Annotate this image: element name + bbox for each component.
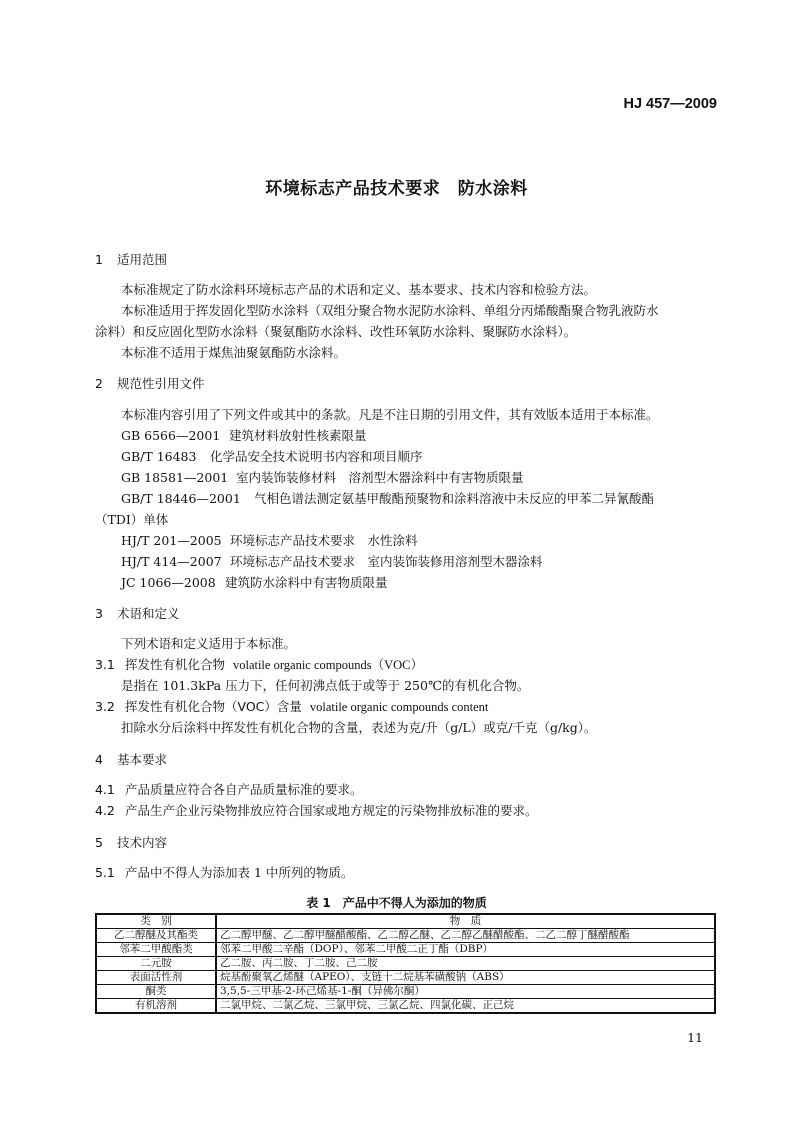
section-5-heading bbox=[95, 833, 167, 851]
clause-text: 产品质量应符合各自产品质量标准的要求。 bbox=[125, 782, 363, 797]
category-cell: 有机溶剂 bbox=[96, 999, 216, 1014]
table-row bbox=[96, 971, 715, 985]
reference-code: JC 1066—2008 bbox=[121, 575, 216, 590]
clause-number: 3.2 bbox=[95, 699, 115, 714]
reference-continuation: （TDI）单体 bbox=[95, 512, 169, 527]
category-cell: 酮类 bbox=[96, 985, 216, 999]
paragraph: 下列术语和定义适用于本标准。 bbox=[121, 636, 297, 651]
table-row bbox=[96, 985, 715, 999]
section-4-heading bbox=[95, 750, 167, 768]
category-cell: 乙二醇醚及其酯类 bbox=[96, 929, 216, 943]
category-cell: 表面活性剂 bbox=[96, 971, 216, 985]
reference-name: 建筑防水涂料中有害物质限量 bbox=[225, 575, 388, 590]
column-header-category: 类 别 bbox=[96, 914, 216, 929]
substance-cell: 二氯甲烷、二氯乙烷、三氯甲烷、三氯乙烷、四氯化碳、正己烷 bbox=[216, 999, 715, 1014]
section-title: 技术内容 bbox=[117, 835, 168, 850]
term-chinese: 挥发性有机化合物 bbox=[125, 657, 226, 672]
clause-4-2 bbox=[95, 801, 538, 819]
substance-cell: 乙二胺、丙二胺、丁二胺、己二胺 bbox=[216, 957, 715, 971]
standard-code: HJ 457—2009 bbox=[623, 96, 717, 112]
substance-cell: 烷基酚聚氧乙烯醚（APEO）、支链十二烷基苯磺酸钠（ABS） bbox=[216, 971, 715, 985]
reference-item bbox=[121, 447, 423, 465]
substance-cell: 邻苯二甲酸二辛酯（DOP）、邻苯二甲酸二正丁酯（DBP） bbox=[216, 943, 715, 957]
table-header-row bbox=[96, 914, 715, 929]
term-chinese: 挥发性有机化合物（VOC）含量 bbox=[125, 699, 302, 714]
term-definition: 是指在 101.3kPa 压力下，任何初沸点低于或等于 250℃的有机化合物。 bbox=[121, 678, 530, 693]
reference-name: 化学品安全技术说明书内容和项目顺序 bbox=[210, 449, 423, 464]
section-title: 术语和定义 bbox=[117, 606, 180, 621]
section-number: 3 bbox=[95, 606, 103, 621]
substance-table bbox=[95, 913, 716, 1014]
reference-item bbox=[121, 552, 543, 570]
clause-text: 产品中不得人为添加表 1 中所列的物质。 bbox=[125, 865, 354, 880]
clause-number: 3.1 bbox=[95, 657, 115, 672]
reference-item bbox=[121, 426, 367, 444]
term-english: volatile organic compounds content bbox=[309, 700, 489, 714]
section-number: 2 bbox=[95, 376, 103, 391]
table-row bbox=[96, 999, 715, 1014]
reference-name: 气相色谱法测定氨基甲酸酯预聚物和涂料溶液中未反应的甲苯二异氰酸酯 bbox=[254, 491, 655, 506]
section-title: 适用范围 bbox=[117, 252, 168, 267]
reference-item bbox=[121, 468, 524, 486]
reference-item bbox=[121, 489, 654, 507]
section-number: 1 bbox=[95, 252, 103, 267]
term-definition: 扣除水分后涂料中挥发性有机化合物的含量，表述为克/升（g/L）或克/千克（g/kg）。 bbox=[121, 720, 597, 735]
table-row bbox=[96, 957, 715, 971]
paragraph-continuation: 涂料）和反应固化型防水涂料（聚氨酯防水涂料、改性环氧防水涂料、聚脲防水涂料）。 bbox=[95, 324, 577, 339]
reference-code: GB 18581—2001 bbox=[121, 470, 229, 485]
clause-text: 产品生产企业污染物排放应符合国家或地方规定的污染物排放标准的要求。 bbox=[125, 803, 538, 818]
page-title: 环境标志产品技术要求 防水涂料 bbox=[265, 179, 528, 199]
page-number: 11 bbox=[687, 1030, 703, 1045]
paragraph: 本标准内容引用了下列文件或其中的条款。凡是不注日期的引用文件，其有效版本适用于本标准。 bbox=[121, 407, 659, 422]
section-1-heading bbox=[95, 250, 167, 268]
reference-code: GB 6566—2001 bbox=[121, 428, 221, 443]
clause-number: 5.1 bbox=[95, 865, 115, 880]
reference-code: HJ/T 414—2007 bbox=[121, 554, 222, 569]
reference-name: 室内装饰装修材料 溶剂型木器涂料中有害物质限量 bbox=[236, 470, 524, 485]
substance-cell: 3,5,5-三甲基-2-环己烯基-1-酮（异佛尔酮） bbox=[216, 985, 715, 999]
clause-5-1 bbox=[95, 863, 353, 881]
term-english: volatile organic compounds（VOC） bbox=[232, 658, 423, 672]
term-3-2 bbox=[95, 697, 488, 715]
reference-code: HJ/T 201—2005 bbox=[121, 533, 222, 548]
section-3-heading bbox=[95, 604, 180, 622]
table-row bbox=[96, 943, 715, 957]
term-3-1 bbox=[95, 655, 423, 673]
reference-name: 建筑材料放射性核素限量 bbox=[229, 428, 367, 443]
reference-name: 环境标志产品技术要求 水性涂料 bbox=[230, 533, 418, 548]
column-header-substance: 物 质 bbox=[216, 914, 715, 929]
table-caption: 表 1 产品中不得人为添加的物质 bbox=[306, 896, 487, 910]
reference-code: GB/T 18446—2001 bbox=[121, 491, 241, 506]
reference-item bbox=[121, 531, 418, 549]
category-cell: 邻苯二甲酸酯类 bbox=[96, 943, 216, 957]
clause-number: 4.1 bbox=[95, 782, 115, 797]
section-title: 基本要求 bbox=[117, 752, 168, 767]
clause-4-1 bbox=[95, 780, 363, 798]
paragraph: 本标准适用于挥发固化型防水涂料（双组分聚合物水泥防水涂料、单组分丙烯酸酯聚合物乳液防水 bbox=[121, 303, 659, 318]
paragraph: 本标准不适用于煤焦油聚氨酯防水涂料。 bbox=[121, 345, 347, 360]
reference-code: GB/T 16483 bbox=[121, 449, 197, 464]
clause-number: 4.2 bbox=[95, 803, 115, 818]
section-2-heading bbox=[95, 374, 205, 392]
section-number: 5 bbox=[95, 835, 103, 850]
reference-item bbox=[121, 573, 388, 591]
table-row bbox=[96, 929, 715, 943]
section-title: 规范性引用文件 bbox=[117, 376, 205, 391]
substance-cell: 乙二醇甲醚、乙二醇甲醚醋酸酯、乙二醇乙醚、乙二醇乙醚醋酸酯、二乙二醇丁醚醋酸酯 bbox=[216, 929, 715, 943]
paragraph: 本标准规定了防水涂料环境标志产品的术语和定义、基本要求、技术内容和检验方法。 bbox=[121, 282, 597, 297]
reference-name: 环境标志产品技术要求 室内装饰装修用溶剂型木器涂料 bbox=[230, 554, 543, 569]
category-cell: 二元胺 bbox=[96, 957, 216, 971]
section-number: 4 bbox=[95, 752, 103, 767]
